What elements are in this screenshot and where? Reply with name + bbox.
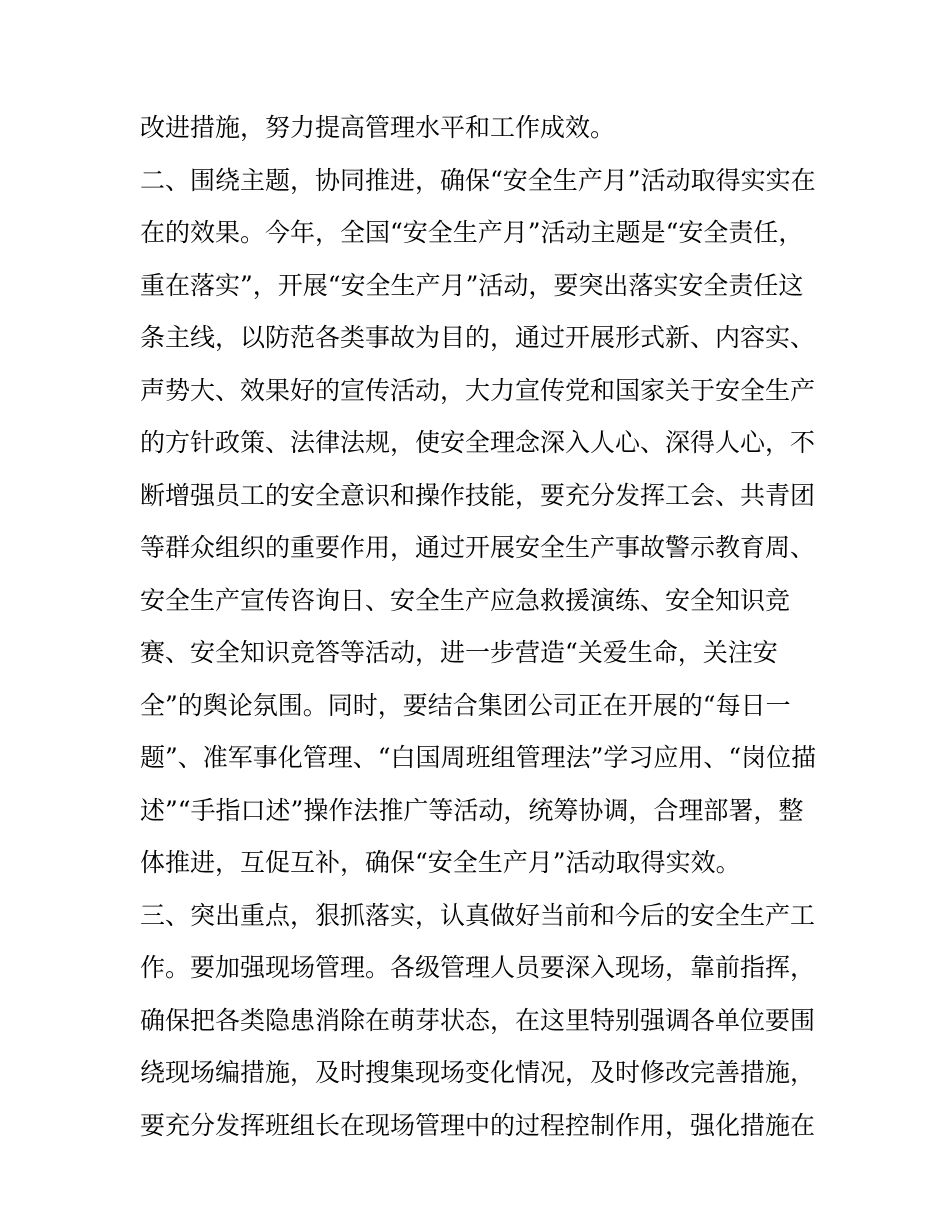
text-line: 三、突出重点，狠抓落实，认真做好当前和今后的安全生产工 [140, 900, 816, 930]
text-line: 改进措施，努力提高管理水平和工作成效。 [140, 113, 616, 142]
text-line: 全”的舆论氛围。同时，要结合集团公司正在开展的“每日一 [140, 690, 791, 720]
text-line: 重在落实”，开展“安全生产月”活动，要突出落实安全责任这 [140, 270, 804, 300]
text-line: 断增强员工的安全意识和操作技能，要充分发挥工会、共青团 [140, 480, 816, 510]
text-line: 要充分发挥班组长在现场管理中的过程控制作用，强化措施在 [140, 1110, 816, 1140]
text-line: 体推进，互促互补，确保“安全生产月”活动取得实效。 [140, 848, 741, 877]
text-line: 赛、安全知识竞答等活动，进一步营造“关爱生命，关注安 [140, 638, 778, 667]
text-line: 声势大、效果好的宣传活动，大力宣传党和国家关于安全生产 [140, 375, 816, 405]
text-line: 题”、准军事化管理、“白国周班组管理法”学习应用、“岗位描 [140, 743, 817, 772]
body-text [140, 108, 820, 1158]
text-line: 作。要加强现场管理。各级管理人员要深入现场，靠前指挥， [140, 953, 816, 982]
text-line: 等群众组织的重要作用，通过开展安全生产事故警示教育周、 [140, 533, 816, 562]
text-line: 条主线，以防范各类事故为目的，通过开展形式新、内容实、 [140, 323, 816, 352]
text-line: 确保把各类隐患消除在萌芽状态，在这里特别强调各单位要围 [140, 1005, 816, 1035]
text-line: 在的效果。今年，全国“安全生产月”活动主题是“安全责任， [140, 218, 804, 247]
text-line: 绕现场编措施，及时搜集现场变化情况，及时修改完善措施， [140, 1058, 816, 1087]
text-line: 安全生产宣传咨询日、安全生产应急救援演练、安全知识竞 [140, 585, 791, 615]
text-line: 二、围绕主题，协同推进，确保“安全生产月”活动取得实实在 [140, 165, 816, 195]
text-line: 述”“手指口述”操作法推广等活动，统筹协调，合理部署，整 [140, 795, 804, 825]
text-line: 的方针政策、法律法规，使安全理念深入人心、深得人心，不 [140, 428, 816, 457]
